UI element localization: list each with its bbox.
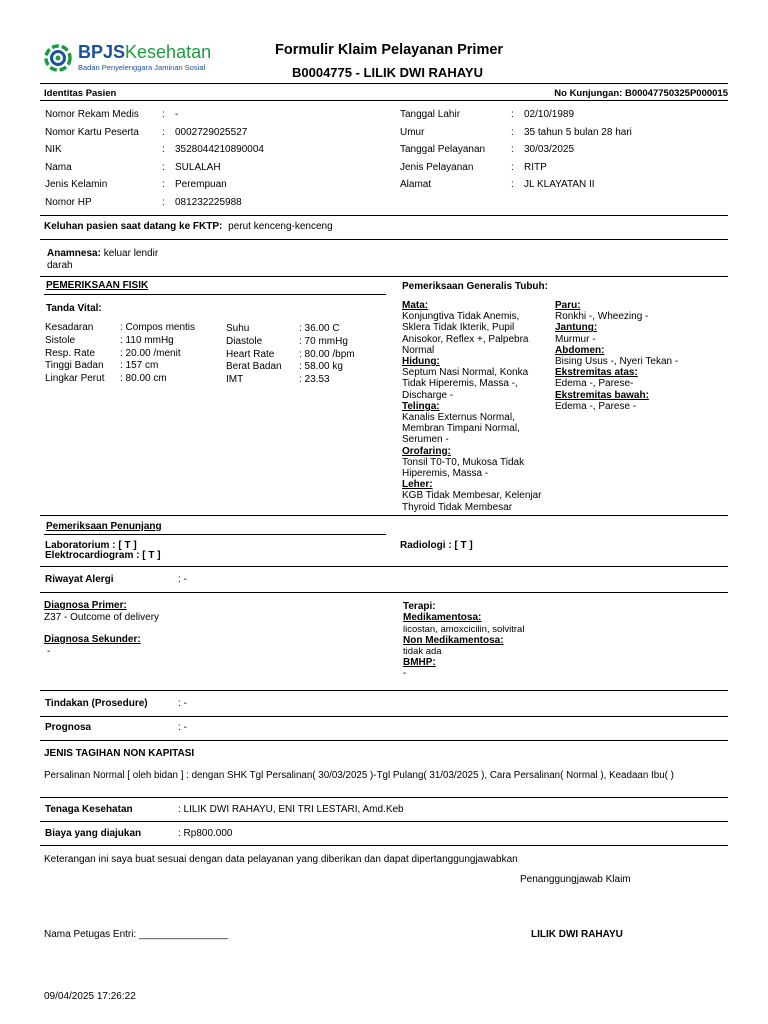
entry-row bbox=[44, 929, 228, 940]
medication-label: Medikamentosa: bbox=[403, 612, 482, 623]
divider bbox=[40, 83, 728, 84]
vital-label: Diastole bbox=[226, 335, 263, 347]
vital-label: Suhu bbox=[226, 323, 250, 334]
identity-label: Nomor Kartu Peserta bbox=[45, 126, 139, 138]
complaint-value: perut kenceng-kenceng bbox=[228, 221, 333, 232]
nonmed-value: tidak ada bbox=[403, 646, 442, 657]
identity-separator: : bbox=[511, 126, 514, 138]
exam-finding: Discharge - bbox=[402, 389, 454, 401]
identity-heading: Identitas Pasien bbox=[44, 88, 117, 99]
exam-finding: Sklera Tidak Ikterik, Pupil bbox=[402, 322, 515, 334]
divider bbox=[40, 592, 728, 593]
cost-label: Biaya yang diajukan bbox=[45, 828, 142, 839]
nonmed-label: Non Medikamentosa: bbox=[403, 635, 504, 646]
identity-value: Perempuan bbox=[175, 179, 227, 190]
divider bbox=[40, 566, 728, 567]
vital-value: : 80.00 cm bbox=[120, 373, 167, 385]
page-title: Formulir Klaim Pelayanan Primer bbox=[275, 42, 504, 58]
allergy-value: : - bbox=[178, 574, 187, 585]
complaint-row bbox=[44, 221, 333, 232]
vital-value: : 70 mmHg bbox=[299, 335, 348, 347]
radiology-result: Radiologi : [ T ] bbox=[400, 540, 473, 551]
identity-separator: : bbox=[511, 144, 514, 155]
vital-value: : Compos mentis bbox=[120, 322, 196, 333]
vital-label: Heart Rate bbox=[226, 348, 275, 360]
identity-value: 30/03/2025 bbox=[524, 144, 575, 155]
exam-finding: Kanalis Externus Normal, bbox=[402, 412, 515, 424]
exam-finding: Serumen - bbox=[402, 434, 449, 446]
secondary-diagnosis-value: - bbox=[47, 646, 51, 657]
prognosis-value: : - bbox=[178, 722, 187, 733]
identity-label: Umur bbox=[400, 126, 425, 138]
vital-value: : 36.00 C bbox=[299, 323, 340, 334]
vital-label: Kesadaran bbox=[45, 322, 94, 333]
exam-section-label: Ekstremitas bawah: bbox=[555, 389, 649, 401]
exam-section-label: Leher: bbox=[402, 479, 433, 491]
divider bbox=[40, 740, 728, 741]
identity-separator: : bbox=[162, 126, 165, 138]
identity-label: Tanggal Lahir bbox=[400, 109, 461, 120]
primary-diagnosis-label: Diagnosa Primer: bbox=[44, 600, 127, 611]
exam-finding: Tidak Hiperemis, Massa -, bbox=[402, 378, 518, 390]
brand-name-bpjs: BPJS bbox=[78, 42, 126, 62]
identity-value: 0002729025527 bbox=[175, 126, 248, 138]
exam-finding: Edema -, Parese- bbox=[555, 378, 634, 390]
identity-label: Nomor HP bbox=[45, 196, 92, 208]
procedure-label: Tindakan (Prosedure) bbox=[45, 698, 148, 709]
identity-value: 02/10/1989 bbox=[524, 109, 575, 120]
identity-value: SULALAH bbox=[175, 161, 221, 173]
vital-label: Sistole bbox=[45, 334, 76, 346]
exam-finding: Murmur - bbox=[555, 333, 596, 345]
identity-value: RITP bbox=[524, 161, 547, 173]
exam-finding: Ronkhi -, Wheezing - bbox=[555, 311, 649, 323]
exam-section-label: Orofaring: bbox=[402, 445, 451, 457]
brand-tagline: Badan Penyelenggara Jaminan Sosial bbox=[78, 63, 206, 72]
exam-finding: KGB Tidak Membesar, Kelenjar bbox=[402, 490, 542, 502]
identity-label: NIK bbox=[45, 144, 62, 155]
responsible-name: LILIK DWI RAHAYU bbox=[531, 929, 623, 940]
identity-value: 35 tahun 5 bulan 28 hari bbox=[524, 126, 632, 138]
complaint-label: Keluhan pasien saat datang ke FKTP: bbox=[44, 221, 223, 232]
therapy-heading: Terapi: bbox=[403, 601, 436, 612]
procedure-value: : - bbox=[178, 698, 187, 709]
vital-value: : 20.00 /menit bbox=[120, 347, 181, 359]
page-subtitle: B0004775 - LILIK DWI RAHAYU bbox=[292, 65, 483, 80]
divider bbox=[40, 515, 728, 516]
medication-value: licostan, amoxcicilin, solvitral bbox=[403, 624, 525, 635]
bmhp-value: - bbox=[403, 668, 407, 679]
vitals-heading: Tanda Vital: bbox=[46, 303, 102, 314]
vital-label: Tinggi Badan bbox=[45, 360, 104, 372]
responsible-label: Penanggungjawab Klaim bbox=[520, 874, 631, 885]
allergy-label: Riwayat Alergi bbox=[45, 574, 114, 585]
vital-value: : 58.00 kg bbox=[299, 361, 343, 373]
exam-finding: Hiperemis, Massa - bbox=[402, 468, 489, 480]
identity-label: Alamat bbox=[400, 179, 432, 190]
anamnesa-label: Anamnesa: bbox=[47, 248, 101, 259]
exam-section-label: Paru: bbox=[555, 300, 581, 311]
prognosis-label: Prognosa bbox=[45, 722, 92, 733]
bmhp-label: BMHP: bbox=[403, 657, 436, 668]
exam-section-label: Hidung: bbox=[402, 356, 440, 368]
lab-result: Laboratorium : [ T ] bbox=[45, 540, 137, 551]
identity-label: Nomor Rekam Medis bbox=[45, 109, 139, 120]
exam-section-label: Abdomen: bbox=[555, 344, 605, 356]
staff-label: Tenaga Kesehatan bbox=[45, 804, 133, 815]
print-timestamp: 09/04/2025 17:26:22 bbox=[44, 991, 136, 1002]
exam-section-label: Mata: bbox=[402, 300, 429, 311]
entry-label: Nama Petugas Entri: bbox=[44, 929, 137, 940]
exam-section-label: Telinga: bbox=[402, 400, 440, 412]
vital-label: Resp. Rate bbox=[45, 347, 96, 359]
exam-finding: Membran Timpani Normal, bbox=[402, 423, 520, 435]
staff-value: : LILIK DWI RAHAYU, ENI TRI LESTARI, Amd.Keb bbox=[178, 804, 404, 815]
vital-label: Lingkar Perut bbox=[45, 373, 105, 385]
entry-blank: ________________ bbox=[139, 929, 229, 940]
anamnesa-value-1: keluar lendir bbox=[103, 248, 159, 259]
divider bbox=[40, 100, 728, 101]
identity-label: Jenis Pelayanan bbox=[400, 161, 474, 173]
identity-separator: : bbox=[511, 179, 514, 190]
exam-section-label: Jantung: bbox=[555, 322, 598, 334]
general-heading: Pemeriksaan Generalis Tubuh: bbox=[402, 281, 548, 292]
exam-finding: Tonsil T0-T0, Mukosa Tidak bbox=[402, 456, 525, 468]
exam-finding: Bising Usus -, Nyeri Tekan - bbox=[555, 356, 679, 368]
visit-number: No Kunjungan: B00047750325P000015 bbox=[554, 88, 728, 99]
identity-label: Nama bbox=[45, 161, 72, 173]
identity-separator: : bbox=[511, 109, 514, 120]
identity-separator: : bbox=[162, 161, 165, 173]
vital-value: : 157 cm bbox=[120, 360, 159, 372]
identity-value: 081232225988 bbox=[175, 196, 242, 208]
physical-heading-rule bbox=[44, 294, 386, 295]
identity-value: JL KLAYATAN II bbox=[524, 179, 595, 190]
divider bbox=[40, 845, 728, 846]
statement-text: Keterangan ini saya buat sesuai dengan data pelayanan yang diberikan dan dapat dipertanggungjawabkan bbox=[44, 854, 518, 865]
ekg-result: Elektrocardiogram : [ T ] bbox=[45, 550, 161, 561]
support-heading-rule bbox=[44, 534, 386, 535]
exam-finding: Thyroid Tidak Membesar bbox=[402, 501, 513, 513]
vital-label: IMT bbox=[226, 374, 244, 386]
identity-label: Jenis Kelamin bbox=[45, 179, 108, 190]
general-column-2 bbox=[555, 300, 725, 412]
divider bbox=[40, 797, 728, 798]
exam-finding: Anisokor, Reflex +, Palpebra bbox=[402, 333, 529, 345]
anamnesa-row bbox=[47, 248, 158, 259]
exam-finding: Edema -, Parese - bbox=[555, 400, 637, 412]
billing-heading: JENIS TAGIHAN NON KAPITASI bbox=[44, 748, 195, 759]
identity-separator: : bbox=[162, 196, 165, 208]
brand-name-kesehatan: Kesehatan bbox=[125, 42, 212, 62]
identity-separator: : bbox=[162, 179, 165, 190]
divider bbox=[40, 690, 728, 691]
identity-separator: : bbox=[511, 161, 514, 173]
vital-value: : 110 mmHg bbox=[120, 334, 174, 346]
identity-label: Tanggal Pelayanan bbox=[400, 144, 486, 155]
bpjs-logo bbox=[44, 42, 224, 76]
exam-finding: Konjungtiva Tidak Anemis, bbox=[402, 311, 520, 323]
divider bbox=[40, 239, 728, 240]
billing-text: Persalinan Normal [ oleh bidan ] : dengan SHK Tgl Persalinan( 30/03/2025 )-Tgl Pulang( 31/03/2025 ), Cara Persalinan( Normal ), Keadaan Ibu( ) bbox=[44, 770, 674, 781]
support-heading: Pemeriksaan Penunjang bbox=[46, 521, 162, 532]
vital-label: Berat Badan bbox=[226, 361, 282, 373]
divider bbox=[40, 215, 728, 216]
vital-value: : 23.53 bbox=[299, 374, 330, 386]
identity-value: 3528044210890004 bbox=[175, 144, 264, 155]
general-column-1 bbox=[402, 300, 552, 513]
primary-diagnosis-value: Z37 - Outcome of delivery bbox=[44, 612, 160, 623]
divider bbox=[40, 276, 728, 277]
divider bbox=[40, 821, 728, 822]
exam-finding: Septum Nasi Normal, Konka bbox=[402, 367, 529, 379]
identity-separator: : bbox=[162, 144, 165, 155]
anamnesa-value-2: darah bbox=[47, 260, 73, 271]
identity-value: - bbox=[175, 109, 179, 120]
divider bbox=[40, 716, 728, 717]
secondary-diagnosis-label: Diagnosa Sekunder: bbox=[44, 634, 141, 645]
exam-finding: Normal bbox=[402, 344, 435, 356]
physical-heading: PEMERIKSAAN FISIK bbox=[46, 280, 149, 291]
cost-value: : Rp800.000 bbox=[178, 828, 233, 839]
vital-value: : 80.00 /bpm bbox=[299, 348, 355, 360]
exam-section-label: Ekstremitas atas: bbox=[555, 367, 638, 379]
identity-separator: : bbox=[162, 109, 165, 120]
bpjs-emblem-icon bbox=[44, 44, 72, 72]
